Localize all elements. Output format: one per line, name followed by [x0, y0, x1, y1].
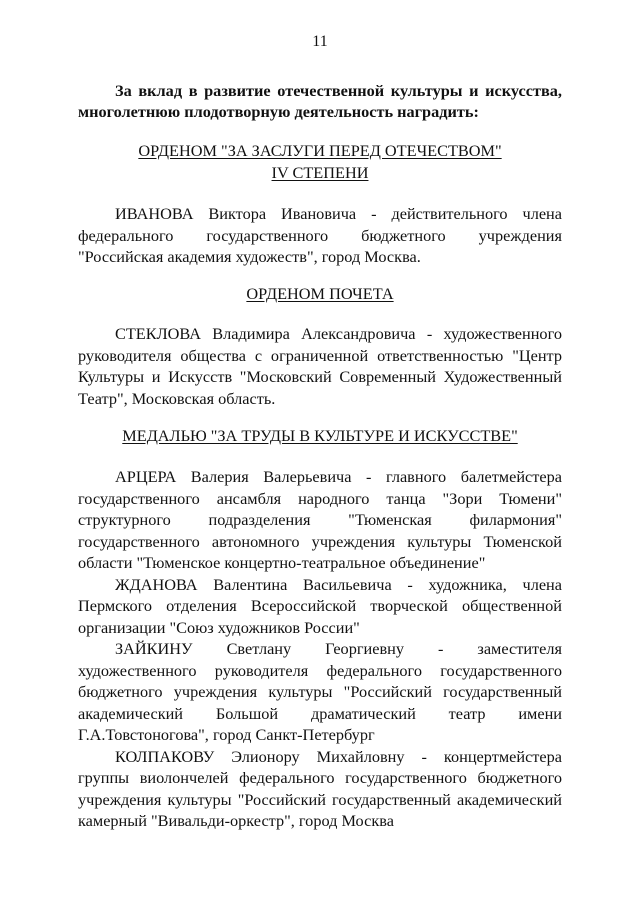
heading-line: IV СТЕПЕНИ: [271, 163, 369, 182]
intro-paragraph: За вклад в развитие отечественной культуры и искусства, многолетнюю плодотворную деятельность наградить:: [78, 81, 562, 121]
heading-line: МЕДАЛЬЮ "ЗА ТРУДЫ В КУЛЬТУРЕ И ИСКУССТВЕ": [122, 426, 518, 445]
page-number: 11: [312, 33, 328, 50]
section-heading-order-merit: [0, 140, 640, 184]
recipient-artser: АРЦЕРА Валерия Валерьевича - главного балетмейстера государственного ансамбля народного танца "Зори Тюмени" структурного подразделения "Тюменская филармония" государственного автономного учреждения культуры Тюменской области "Тюменское концертно-театральное объединение": [78, 467, 562, 572]
section-heading-order-honor: [0, 283, 640, 305]
recipient-kolpakova: КОЛПАКОВУ Элионору Михайловну - концертмейстера группы виолончелей федерального государственного бюджетного учреждения культуры "Российский государственный академический камерный "Вивальди-оркестр", город Москва: [78, 746, 562, 830]
section-heading-medal-culture: [0, 425, 640, 447]
medal-recipients: [78, 466, 562, 832]
recipient-steklov: СТЕКЛОВА Владимира Александровича - художественного руководителя общества с ограниченной ответственностью "Центр Культуры и Искусств "Московский Современный Художественный Театр", Московская область.: [78, 324, 562, 408]
recipient-zhdanov: ЖДАНОВА Валентина Васильевича - художника, члена Пермского отделения Всероссийской творческой общественной организации "Союз художников России": [78, 574, 562, 637]
recipient-ivanov: ИВАНОВА Виктора Ивановича - действительного члена федерального государственного бюджетного учреждения "Российская академия художеств", город Москва.: [78, 204, 562, 266]
heading-line: ОРДЕНОМ ПОЧЕТА: [246, 284, 394, 303]
heading-line: ОРДЕНОМ "ЗА ЗАСЛУГИ ПЕРЕД ОТЕЧЕСТВОМ": [138, 141, 502, 160]
recipient-zaikina: ЗАЙКИНУ Светлану Георгиевну - заместителя художественного руководителя федерального государственного бюджетного учреждения культуры "Российский государственный академический Большой драматический театр имени Г.А.Товстоногова", город Санкт-Петербург: [78, 639, 562, 744]
